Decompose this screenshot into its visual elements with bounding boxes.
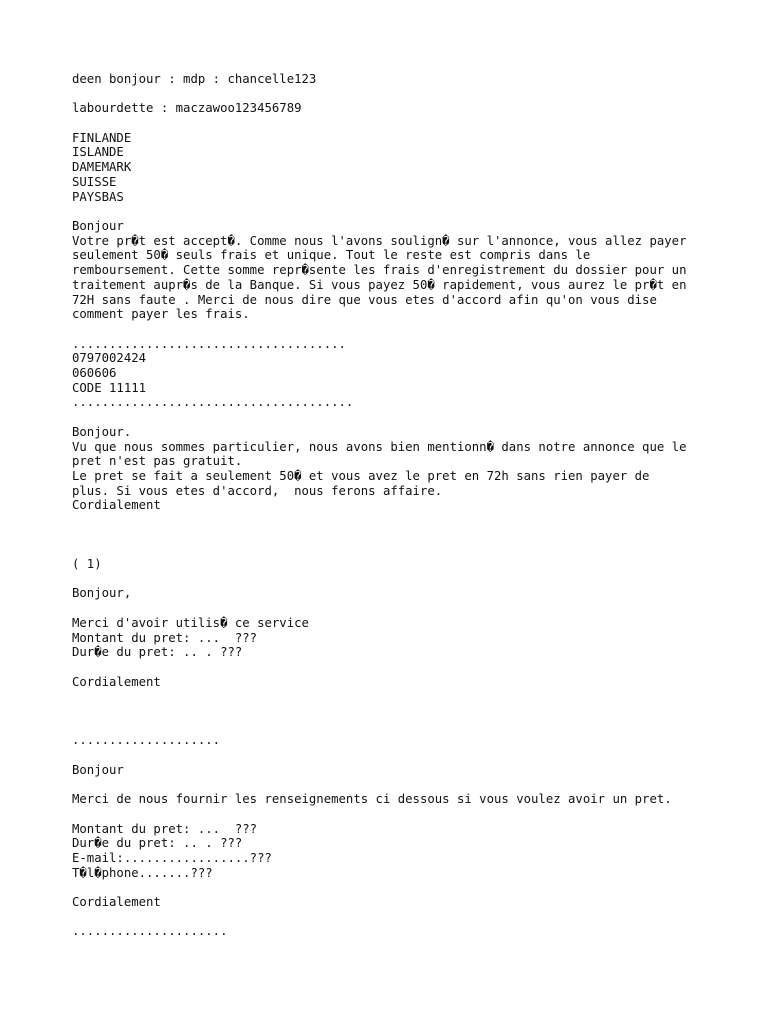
document-line — [72, 116, 712, 131]
document-line: 0797002424 — [72, 351, 147, 366]
document-line: plus. Si vous etes d'accord, nous ferons affaire. — [72, 483, 443, 498]
document-line: ISLANDE — [72, 145, 124, 160]
document-line — [72, 704, 712, 719]
document-line: CODE 11111 — [72, 380, 147, 395]
document-line — [72, 322, 712, 337]
document-line — [72, 528, 712, 543]
document-line: ( 1) — [72, 557, 102, 572]
document-line: 060606 — [72, 366, 117, 380]
document-line: deen bonjour : mdp : chancelle123 — [72, 72, 317, 86]
document-line — [72, 689, 712, 704]
document-line: comment payer les frais. — [72, 307, 250, 322]
document-line: Montant du pret: ... ??? — [72, 821, 258, 836]
document-line: remboursement. Cette somme repr�sente les frais d'enregistrement du dossier pour un — [72, 263, 687, 278]
document-line: Bonjour — [72, 762, 124, 777]
document-line — [72, 204, 712, 219]
document-line: FINLANDE — [72, 130, 132, 145]
document-line — [72, 807, 712, 822]
document-line: Bonjour, — [72, 586, 132, 601]
document-line — [72, 880, 712, 895]
document-line: Cordialement — [72, 498, 161, 513]
document-line: ..................... — [72, 924, 228, 939]
document-page — [72, 72, 712, 939]
document-line: Bonjour — [72, 218, 124, 233]
document-line — [72, 748, 712, 763]
document-line: DAMEMARK — [72, 160, 132, 175]
document-line: Le pret se fait a seulement 50� et vous avez le pret en 72h sans rien payer de — [72, 468, 650, 483]
document-line — [72, 410, 712, 425]
document-line: PAYSBAS — [72, 189, 124, 204]
document-line: E-mail:.................??? — [72, 851, 272, 865]
document-line: pret n'est pas gratuit. — [72, 454, 243, 469]
document-line: Bonjour. — [72, 424, 132, 439]
document-line: .................... — [72, 733, 221, 748]
document-line — [72, 910, 712, 925]
document-line — [72, 513, 712, 528]
document-line: Dur�e du pret: .. . ??? — [72, 836, 243, 851]
document-line: Votre pr�t est accept�. Comme nous l'avons soulign� sur l'annonce, vous allez payer — [72, 233, 687, 248]
document-line: Montant du pret: ... ??? — [72, 630, 258, 645]
document-line — [72, 572, 712, 587]
document-line — [72, 660, 712, 675]
document-line: T�l�phone.......??? — [72, 865, 213, 880]
document-line: Merci d'avoir utilis� ce service — [72, 615, 309, 630]
document-line: ...................................... — [72, 395, 354, 410]
document-line: traitement aupr�s de la Banque. Si vous payez 50� rapidement, vous aurez le pr�t en — [72, 277, 687, 292]
document-line: Cordialement — [72, 895, 161, 910]
document-line: Dur�e du pret: .. . ??? — [72, 645, 243, 660]
document-line: 72H sans faute . Merci de nous dire que vous etes d'accord afin qu'on vous dise — [72, 292, 657, 307]
document-line — [72, 542, 712, 557]
document-line — [72, 87, 712, 102]
document-line: Vu que nous sommes particulier, nous avons bien mentionn� dans notre annonce que le — [72, 439, 687, 454]
document-line: Cordialement — [72, 674, 161, 689]
document-line — [72, 601, 712, 616]
document-line — [72, 719, 712, 734]
document-line: Merci de nous fournir les renseignements ci dessous si vous voulez avoir un pret. — [72, 792, 672, 807]
document-line: seulement 50� seuls frais et unique. Tout le reste est compris dans le — [72, 248, 591, 263]
document-line: ..................................... — [72, 336, 346, 351]
document-line: labourdette : maczawoo123456789 — [72, 101, 302, 116]
document-line — [72, 778, 712, 793]
document-line: SUISSE — [72, 174, 117, 189]
